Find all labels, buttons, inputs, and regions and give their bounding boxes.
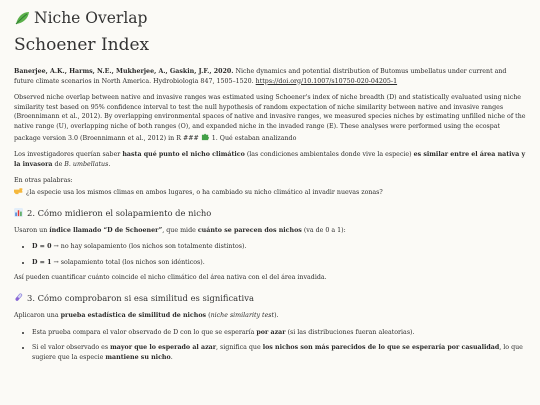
section-2-text: (va de 0 a 1): [301,226,346,234]
list-item [32,258,526,268]
intro-text: (las condiciones ambientales donde vive la especie) [244,151,414,159]
list-item [32,242,526,252]
section-2-heading [14,208,526,218]
section-3-text: Aplicaron una [14,311,61,319]
test-tube-icon [14,293,23,302]
list-item-text: → no hay solapamiento (los nichos son totalmente distintos). [51,243,247,251]
section-2-closing: Así pueden cuantificar cuánto coincide el nicho climático del área nativa con el del área invadida. [14,274,327,282]
list-item-text: (si las distribuciones fueran aleatorias). [285,328,415,336]
list-item [32,328,526,338]
citation [14,67,526,86]
intro-text: . [108,160,111,168]
section-3-bold: prueba estadística de similitud de nichos [60,311,207,319]
list-item-bold: D = 0 [32,243,52,251]
intro-paragraph [14,150,526,169]
list-item-bold: mantiene su nicho [105,353,171,361]
section-2-bold: índice llamado “D de Schoener” [49,226,163,234]
leaf-icon [14,10,30,26]
list-item-bold: mayor que lo esperado al azar [110,344,217,352]
page-title: Schoener Index [14,35,150,55]
list-item-bold: los nichos son más parecidos de lo que se esperaría por casualidad [262,344,500,352]
intro-question: ¿la especie usa los mismos climas en ambos lugares, o ha cambiado su nicho climático al invadir nuevas zonas? [26,188,383,196]
list-item-text: Esta prueba compara el valor observado de D con lo que se esperaría [32,328,257,336]
list-item-text: , significa que [216,344,263,352]
intro-text: Los investigadores querían saber [14,151,123,159]
section-2-text: Usaron un [14,226,50,234]
app-title [14,9,526,27]
list-item-text: Si el valor observado es [32,344,111,352]
list-item [32,343,526,362]
abstract-tail: 1. Qué estaban analizando [209,134,297,142]
section-2-text: , que mide [162,226,198,234]
species-name: B. umbellatus [64,160,109,168]
other-words-paragraph [14,176,526,197]
citation-authors: Banerjee, A.K., Harms, N.E., Mukherjee, A., Gaskin, J.F., 2020. [14,68,234,75]
section-3-italic: niche similarity test [210,311,275,319]
list-item-bold: D = 1 [32,258,52,266]
app-title-text: Niche Overlap [34,9,148,27]
section-3-list [14,328,526,363]
section-2-title: 2. Cómo midieron el solapamiento de nicho [27,207,212,218]
list-item-bold: por azar [256,328,286,336]
section-3-text: ( [206,311,211,319]
abstract-paragraph [14,93,526,143]
list-item-text: . [170,353,173,361]
list-item-text: , lo que sugiere que la especie [32,344,523,361]
citation-text: Niche dynamics and potential distribution of Butomus umbellatus under current and future climate scenarios in North America. Hydrobiologia 847, 1505–1520. [14,68,507,85]
section-3-title: 3. Cómo comprobaron si esa similitud es significativa [27,292,254,303]
section-3-heading [14,293,526,303]
section-3-text: ). [274,311,279,319]
bar-chart-icon [14,208,23,217]
intro-bold: es similar entre el área nativa y la invasora [14,151,526,168]
section-2-intro [14,226,526,236]
section-3-intro [14,311,526,321]
list-item-text: → solapamiento total (los nichos son idénticos). [51,258,205,266]
puzzle-icon [201,132,210,141]
pointing-hand-icon [14,186,23,195]
section-2-bold: cuánto se parecen dos nichos [197,226,302,234]
intro-text: de [52,160,65,168]
intro-bold: hasta qué punto el nicho climático [122,151,245,159]
other-words-label: En otras palabras: [14,177,73,185]
abstract-text: Observed niche overlap between native and invasive ranges was estimated using Schoener's index of niche breadth (D) and statistically evaluated using niche similarity test based on 95% confidence interval to test the null hypothesis of random expectation of niche similarity between native and invasive ranges (Broennimann et al., 2012). By overlapping environmental spaces of native and invasive ranges, we measured species niches by estimating unfilled niche of the native range (U), overlapping niche of both ranges (O), and expanded niche in the invaded range (E). These analyses were performed using the ecospat package version 3.0 (Broennimann et al., 2012) in R ### [14,94,526,142]
section-2-list [14,242,526,267]
doi-link[interactable]: https://doi.org/10.1007/s10750-020-04205-1 [255,77,398,85]
